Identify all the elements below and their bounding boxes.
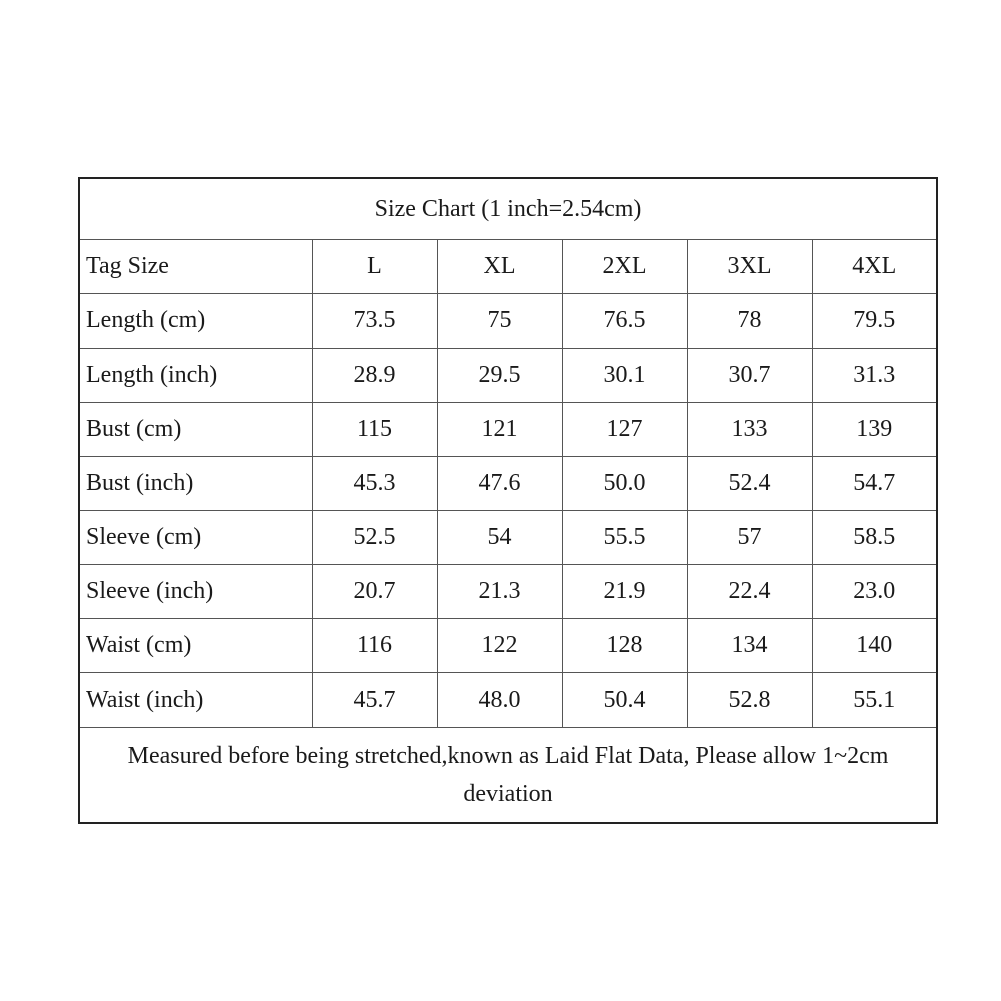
value-cell: 139 (812, 402, 937, 456)
value-cell: 52.4 (687, 456, 812, 510)
value-cell: 52.5 (312, 510, 437, 564)
value-cell: 57 (687, 510, 812, 564)
row-label: Length (cm) (79, 294, 312, 348)
value-cell: 22.4 (687, 565, 812, 619)
value-cell: 50.4 (562, 673, 687, 727)
table-row (79, 348, 937, 402)
value-cell: 50.0 (562, 456, 687, 510)
table-row (79, 673, 937, 727)
value-cell: 54 (437, 510, 562, 564)
value-cell: 31.3 (812, 348, 937, 402)
size-header-cell: XL (437, 240, 562, 294)
title-row (79, 178, 937, 240)
table-row (79, 565, 937, 619)
table-title: Size Chart (1 inch=2.54cm) (79, 178, 937, 240)
measurement-note: Measured before being stretched,known as Laid Flat Data, Please allow 1~2cm deviation (79, 727, 937, 823)
value-cell: 116 (312, 619, 437, 673)
row-label: Sleeve (inch) (79, 565, 312, 619)
size-chart-table (78, 177, 938, 824)
value-cell: 133 (687, 402, 812, 456)
value-cell: 52.8 (687, 673, 812, 727)
value-cell: 134 (687, 619, 812, 673)
value-cell: 55.5 (562, 510, 687, 564)
value-cell: 48.0 (437, 673, 562, 727)
table-row (79, 294, 937, 348)
row-label: Waist (cm) (79, 619, 312, 673)
header-label: Tag Size (79, 240, 312, 294)
value-cell: 30.1 (562, 348, 687, 402)
table-row (79, 510, 937, 564)
row-label: Bust (cm) (79, 402, 312, 456)
value-cell: 140 (812, 619, 937, 673)
value-cell: 29.5 (437, 348, 562, 402)
value-cell: 47.6 (437, 456, 562, 510)
value-cell: 30.7 (687, 348, 812, 402)
row-label: Length (inch) (79, 348, 312, 402)
value-cell: 75 (437, 294, 562, 348)
value-cell: 79.5 (812, 294, 937, 348)
row-label: Sleeve (cm) (79, 510, 312, 564)
value-cell: 28.9 (312, 348, 437, 402)
value-cell: 54.7 (812, 456, 937, 510)
value-cell: 45.7 (312, 673, 437, 727)
value-cell: 76.5 (562, 294, 687, 348)
value-cell: 128 (562, 619, 687, 673)
value-cell: 73.5 (312, 294, 437, 348)
value-cell: 23.0 (812, 565, 937, 619)
table-row (79, 619, 937, 673)
header-row (79, 240, 937, 294)
size-header-cell: 4XL (812, 240, 937, 294)
value-cell: 121 (437, 402, 562, 456)
row-label: Bust (inch) (79, 456, 312, 510)
row-label: Waist (inch) (79, 673, 312, 727)
value-cell: 45.3 (312, 456, 437, 510)
value-cell: 78 (687, 294, 812, 348)
note-row (79, 727, 937, 823)
size-header-cell: L (312, 240, 437, 294)
value-cell: 21.3 (437, 565, 562, 619)
table-row (79, 402, 937, 456)
value-cell: 58.5 (812, 510, 937, 564)
value-cell: 122 (437, 619, 562, 673)
value-cell: 127 (562, 402, 687, 456)
value-cell: 115 (312, 402, 437, 456)
value-cell: 55.1 (812, 673, 937, 727)
size-header-cell: 3XL (687, 240, 812, 294)
value-cell: 21.9 (562, 565, 687, 619)
size-header-cell: 2XL (562, 240, 687, 294)
value-cell: 20.7 (312, 565, 437, 619)
table-row (79, 456, 937, 510)
